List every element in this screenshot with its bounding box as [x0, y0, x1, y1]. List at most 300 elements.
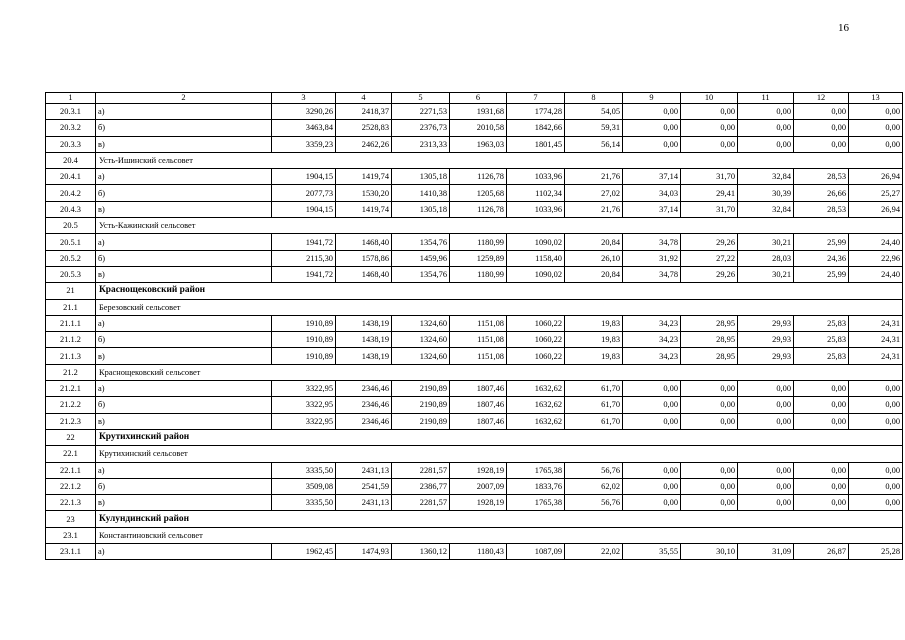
value-cell: 29,41: [681, 185, 738, 201]
page-number: 16: [838, 22, 849, 34]
value-cell: 0,00: [623, 104, 681, 120]
column-header: 3: [272, 93, 336, 104]
row-code: 22.1.1: [46, 462, 96, 478]
table-row: [46, 136, 903, 152]
value-cell: 1354,76: [392, 234, 450, 250]
value-cell: 32,84: [738, 201, 794, 217]
value-cell: 3359,23: [272, 136, 336, 152]
value-cell: 1530,20: [336, 185, 392, 201]
value-cell: 2190,89: [392, 413, 450, 429]
table-row: [46, 185, 903, 201]
value-cell: 1324,60: [392, 315, 450, 331]
value-cell: 1259,89: [450, 250, 507, 266]
table-row: [46, 544, 903, 560]
value-cell: 1774,28: [507, 104, 565, 120]
section-name: Константиновский сельсовет: [96, 527, 903, 543]
value-cell: 1962,45: [272, 544, 336, 560]
value-cell: 3335,50: [272, 462, 336, 478]
value-cell: 1060,22: [507, 315, 565, 331]
value-cell: 62,02: [565, 478, 623, 494]
value-cell: 34,23: [623, 348, 681, 364]
column-header: 7: [507, 93, 565, 104]
value-cell: 0,00: [738, 413, 794, 429]
value-cell: 1578,86: [336, 250, 392, 266]
district-row: [46, 283, 903, 299]
value-cell: 1090,02: [507, 266, 565, 282]
value-cell: 1060,22: [507, 332, 565, 348]
value-cell: 54,05: [565, 104, 623, 120]
value-cell: 2418,37: [336, 104, 392, 120]
value-cell: 3509,08: [272, 478, 336, 494]
value-cell: 1941,72: [272, 234, 336, 250]
value-cell: 2346,46: [336, 413, 392, 429]
table-body: [46, 93, 903, 560]
value-cell: 0,00: [738, 397, 794, 413]
value-cell: 1632,62: [507, 413, 565, 429]
value-cell: 2313,33: [392, 136, 450, 152]
table-row: [46, 495, 903, 511]
section-code: 21.1: [46, 299, 96, 315]
value-cell: 37,14: [623, 169, 681, 185]
value-cell: 1765,38: [507, 495, 565, 511]
value-cell: 1910,89: [272, 315, 336, 331]
row-code: 20.3.1: [46, 104, 96, 120]
section-name: Краснощековский сельсовет: [96, 364, 903, 380]
value-cell: 1151,08: [450, 315, 507, 331]
value-cell: 3322,95: [272, 397, 336, 413]
row-code: 21.1.1: [46, 315, 96, 331]
table-row: [46, 413, 903, 429]
value-cell: 21,76: [565, 201, 623, 217]
value-cell: 1468,40: [336, 234, 392, 250]
column-header: 2: [96, 93, 272, 104]
column-header: 5: [392, 93, 450, 104]
value-cell: 31,70: [681, 169, 738, 185]
value-cell: 1910,89: [272, 348, 336, 364]
value-cell: 0,00: [849, 495, 903, 511]
value-cell: 1305,18: [392, 169, 450, 185]
value-cell: 1102,34: [507, 185, 565, 201]
value-cell: 34,23: [623, 332, 681, 348]
value-cell: 26,87: [794, 544, 849, 560]
table-row: [46, 332, 903, 348]
value-cell: 29,26: [681, 234, 738, 250]
value-cell: 32,84: [738, 169, 794, 185]
value-cell: 0,00: [623, 462, 681, 478]
table-row: [46, 250, 903, 266]
section-name: Березовский сельсовет: [96, 299, 903, 315]
value-cell: 0,00: [623, 120, 681, 136]
value-cell: 28,95: [681, 332, 738, 348]
value-cell: 34,78: [623, 266, 681, 282]
value-cell: 2431,13: [336, 495, 392, 511]
section-row: [46, 527, 903, 543]
value-cell: 1931,68: [450, 104, 507, 120]
column-header: 8: [565, 93, 623, 104]
row-label: а): [96, 169, 272, 185]
district-name: Кулундинский район: [96, 511, 903, 527]
value-cell: 1180,43: [450, 544, 507, 560]
row-code: 22.1.2: [46, 478, 96, 494]
column-header: 6: [450, 93, 507, 104]
section-row: [46, 446, 903, 462]
row-label: в): [96, 348, 272, 364]
value-cell: 2462,26: [336, 136, 392, 152]
value-cell: 1151,08: [450, 332, 507, 348]
value-cell: 28,95: [681, 348, 738, 364]
value-cell: 1928,19: [450, 462, 507, 478]
value-cell: 30,10: [681, 544, 738, 560]
row-label: б): [96, 250, 272, 266]
value-cell: 28,53: [794, 169, 849, 185]
section-name: Усть-Кажинский сельсовет: [96, 218, 903, 234]
value-cell: 56,76: [565, 495, 623, 511]
table-row: [46, 315, 903, 331]
value-cell: 1910,89: [272, 332, 336, 348]
value-cell: 1842,66: [507, 120, 565, 136]
column-header: 9: [623, 93, 681, 104]
column-header: 11: [738, 93, 794, 104]
section-code: 21.2: [46, 364, 96, 380]
value-cell: 0,00: [681, 478, 738, 494]
value-cell: 24,31: [849, 315, 903, 331]
value-cell: 0,00: [849, 397, 903, 413]
value-cell: 1410,38: [392, 185, 450, 201]
value-cell: 1474,93: [336, 544, 392, 560]
section-name: Усть-Ишинский сельсовет: [96, 152, 903, 168]
row-code: 22.1.3: [46, 495, 96, 511]
value-cell: 22,02: [565, 544, 623, 560]
table-row: [46, 478, 903, 494]
value-cell: 29,93: [738, 348, 794, 364]
value-cell: 0,00: [794, 478, 849, 494]
value-cell: 1090,02: [507, 234, 565, 250]
value-cell: 2281,57: [392, 462, 450, 478]
value-cell: 26,10: [565, 250, 623, 266]
value-cell: 1324,60: [392, 332, 450, 348]
row-code: 20.4.1: [46, 169, 96, 185]
row-label: б): [96, 397, 272, 413]
value-cell: 24,31: [849, 332, 903, 348]
value-cell: 1060,22: [507, 348, 565, 364]
tariff-table: [45, 92, 903, 560]
value-cell: 25,99: [794, 266, 849, 282]
value-cell: 1928,19: [450, 495, 507, 511]
value-cell: 0,00: [738, 495, 794, 511]
value-cell: 29,26: [681, 266, 738, 282]
value-cell: 1801,45: [507, 136, 565, 152]
value-cell: 34,23: [623, 315, 681, 331]
column-header: 12: [794, 93, 849, 104]
value-cell: 1180,99: [450, 234, 507, 250]
table-row: [46, 348, 903, 364]
value-cell: 0,00: [794, 381, 849, 397]
column-header: 13: [849, 93, 903, 104]
value-cell: 1941,72: [272, 266, 336, 282]
row-code: 20.4.2: [46, 185, 96, 201]
value-cell: 1904,15: [272, 169, 336, 185]
table-row: [46, 120, 903, 136]
row-label: а): [96, 544, 272, 560]
value-cell: 0,00: [623, 413, 681, 429]
value-cell: 1205,68: [450, 185, 507, 201]
value-cell: 19,83: [565, 348, 623, 364]
value-cell: 1158,40: [507, 250, 565, 266]
value-cell: 29,93: [738, 332, 794, 348]
value-cell: 29,93: [738, 315, 794, 331]
district-name: Крутихинский район: [96, 429, 903, 445]
section-code: 20.5: [46, 218, 96, 234]
value-cell: 0,00: [849, 413, 903, 429]
section-row: [46, 152, 903, 168]
table-row: [46, 169, 903, 185]
value-cell: 0,00: [794, 104, 849, 120]
table-row: [46, 381, 903, 397]
value-cell: 0,00: [794, 136, 849, 152]
value-cell: 61,70: [565, 381, 623, 397]
value-cell: 0,00: [849, 478, 903, 494]
value-cell: 1807,46: [450, 381, 507, 397]
table-row: [46, 462, 903, 478]
value-cell: 25,99: [794, 234, 849, 250]
value-cell: 2376,73: [392, 120, 450, 136]
value-cell: 19,83: [565, 332, 623, 348]
value-cell: 0,00: [681, 136, 738, 152]
section-row: [46, 218, 903, 234]
value-cell: 30,21: [738, 266, 794, 282]
value-cell: 0,00: [681, 120, 738, 136]
value-cell: 1807,46: [450, 413, 507, 429]
section-code: 22.1: [46, 446, 96, 462]
row-label: б): [96, 478, 272, 494]
value-cell: 1305,18: [392, 201, 450, 217]
value-cell: 31,70: [681, 201, 738, 217]
row-label: в): [96, 136, 272, 152]
value-cell: 0,00: [623, 397, 681, 413]
table-row: [46, 234, 903, 250]
value-cell: 0,00: [738, 120, 794, 136]
value-cell: 0,00: [738, 104, 794, 120]
row-label: а): [96, 381, 272, 397]
value-cell: 1632,62: [507, 381, 565, 397]
value-cell: 31,09: [738, 544, 794, 560]
value-cell: 1833,76: [507, 478, 565, 494]
value-cell: 0,00: [681, 104, 738, 120]
value-cell: 2115,30: [272, 250, 336, 266]
value-cell: 56,14: [565, 136, 623, 152]
value-cell: 24,31: [849, 348, 903, 364]
value-cell: 0,00: [681, 397, 738, 413]
table-row: [46, 397, 903, 413]
value-cell: 27,02: [565, 185, 623, 201]
value-cell: 1468,40: [336, 266, 392, 282]
row-code: 21.2.3: [46, 413, 96, 429]
value-cell: 1180,99: [450, 266, 507, 282]
value-cell: 2190,89: [392, 397, 450, 413]
value-cell: 28,53: [794, 201, 849, 217]
row-code: 20.5.2: [46, 250, 96, 266]
row-code: 21.2.2: [46, 397, 96, 413]
value-cell: 0,00: [849, 381, 903, 397]
value-cell: 1419,74: [336, 169, 392, 185]
value-cell: 0,00: [681, 495, 738, 511]
value-cell: 2077,73: [272, 185, 336, 201]
value-cell: 0,00: [681, 462, 738, 478]
section-row: [46, 299, 903, 315]
section-code: 23.1: [46, 527, 96, 543]
value-cell: 1459,96: [392, 250, 450, 266]
value-cell: 24,40: [849, 234, 903, 250]
row-code: 21.1.3: [46, 348, 96, 364]
row-code: 21.2.1: [46, 381, 96, 397]
value-cell: 1126,78: [450, 201, 507, 217]
value-cell: 2541,59: [336, 478, 392, 494]
value-cell: 27,22: [681, 250, 738, 266]
value-cell: 1438,19: [336, 315, 392, 331]
value-cell: 1438,19: [336, 348, 392, 364]
value-cell: 0,00: [849, 104, 903, 120]
value-cell: 25,83: [794, 332, 849, 348]
row-label: в): [96, 266, 272, 282]
value-cell: 1360,12: [392, 544, 450, 560]
header-row: [46, 93, 903, 104]
row-label: б): [96, 332, 272, 348]
value-cell: 25,83: [794, 315, 849, 331]
value-cell: 61,70: [565, 413, 623, 429]
column-header: 1: [46, 93, 96, 104]
row-code: 23.1.1: [46, 544, 96, 560]
value-cell: 22,96: [849, 250, 903, 266]
value-cell: 0,00: [849, 120, 903, 136]
value-cell: 0,00: [623, 381, 681, 397]
value-cell: 3290,26: [272, 104, 336, 120]
value-cell: 1807,46: [450, 397, 507, 413]
value-cell: 0,00: [623, 478, 681, 494]
row-label: в): [96, 495, 272, 511]
value-cell: 34,03: [623, 185, 681, 201]
value-cell: 0,00: [681, 381, 738, 397]
value-cell: 0,00: [794, 413, 849, 429]
value-cell: 61,70: [565, 397, 623, 413]
value-cell: 19,83: [565, 315, 623, 331]
value-cell: 34,78: [623, 234, 681, 250]
value-cell: 0,00: [738, 478, 794, 494]
value-cell: 2386,77: [392, 478, 450, 494]
value-cell: 26,94: [849, 169, 903, 185]
row-code: 20.3.3: [46, 136, 96, 152]
value-cell: 0,00: [681, 413, 738, 429]
row-code: 20.5.3: [46, 266, 96, 282]
value-cell: 56,76: [565, 462, 623, 478]
value-cell: 2346,46: [336, 381, 392, 397]
value-cell: 30,39: [738, 185, 794, 201]
district-code: 23: [46, 511, 96, 527]
value-cell: 26,66: [794, 185, 849, 201]
value-cell: 1151,08: [450, 348, 507, 364]
section-row: [46, 364, 903, 380]
value-cell: 2007,09: [450, 478, 507, 494]
value-cell: 2431,13: [336, 462, 392, 478]
value-cell: 0,00: [738, 462, 794, 478]
row-label: в): [96, 413, 272, 429]
value-cell: 20,84: [565, 266, 623, 282]
column-header: 4: [336, 93, 392, 104]
value-cell: 2010,58: [450, 120, 507, 136]
value-cell: 1632,62: [507, 397, 565, 413]
value-cell: 37,14: [623, 201, 681, 217]
section-name: Крутихинский сельсовет: [96, 446, 903, 462]
value-cell: 2271,53: [392, 104, 450, 120]
value-cell: 0,00: [849, 462, 903, 478]
value-cell: 3322,95: [272, 413, 336, 429]
value-cell: 21,76: [565, 169, 623, 185]
value-cell: 25,83: [794, 348, 849, 364]
value-cell: 1438,19: [336, 332, 392, 348]
value-cell: 3322,95: [272, 381, 336, 397]
value-cell: 1963,03: [450, 136, 507, 152]
row-label: а): [96, 104, 272, 120]
value-cell: 3335,50: [272, 495, 336, 511]
value-cell: 28,03: [738, 250, 794, 266]
row-code: 20.5.1: [46, 234, 96, 250]
value-cell: 1904,15: [272, 201, 336, 217]
row-code: 20.3.2: [46, 120, 96, 136]
value-cell: 0,00: [849, 136, 903, 152]
value-cell: 2190,89: [392, 381, 450, 397]
value-cell: 0,00: [794, 397, 849, 413]
value-cell: 24,36: [794, 250, 849, 266]
row-label: б): [96, 185, 272, 201]
district-row: [46, 511, 903, 527]
value-cell: 2281,57: [392, 495, 450, 511]
row-label: б): [96, 120, 272, 136]
value-cell: 1419,74: [336, 201, 392, 217]
value-cell: 1087,09: [507, 544, 565, 560]
row-code: 20.4.3: [46, 201, 96, 217]
row-label: а): [96, 315, 272, 331]
value-cell: 2528,83: [336, 120, 392, 136]
value-cell: 59,31: [565, 120, 623, 136]
value-cell: 0,00: [623, 136, 681, 152]
table-row: [46, 266, 903, 282]
value-cell: 24,40: [849, 266, 903, 282]
section-code: 20.4: [46, 152, 96, 168]
value-cell: 26,94: [849, 201, 903, 217]
value-cell: 2346,46: [336, 397, 392, 413]
district-row: [46, 429, 903, 445]
row-label: а): [96, 234, 272, 250]
value-cell: 20,84: [565, 234, 623, 250]
value-cell: 3463,84: [272, 120, 336, 136]
value-cell: 0,00: [738, 381, 794, 397]
value-cell: 1033,96: [507, 169, 565, 185]
value-cell: 31,92: [623, 250, 681, 266]
table-row: [46, 201, 903, 217]
value-cell: 1324,60: [392, 348, 450, 364]
column-header: 10: [681, 93, 738, 104]
value-cell: 1354,76: [392, 266, 450, 282]
district-code: 21: [46, 283, 96, 299]
table-row: [46, 104, 903, 120]
district-name: Краснощековский район: [96, 283, 903, 299]
value-cell: 0,00: [794, 495, 849, 511]
value-cell: 0,00: [738, 136, 794, 152]
value-cell: 25,27: [849, 185, 903, 201]
value-cell: 30,21: [738, 234, 794, 250]
value-cell: 1033,96: [507, 201, 565, 217]
value-cell: 25,28: [849, 544, 903, 560]
value-cell: 35,55: [623, 544, 681, 560]
